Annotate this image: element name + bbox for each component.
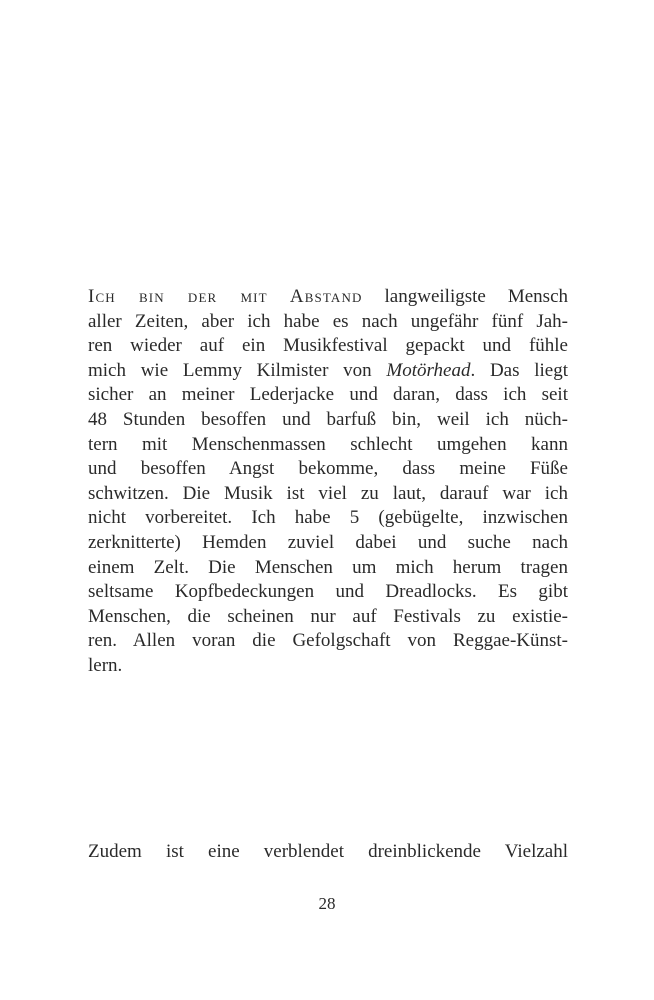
line-text: mich wie Lemmy Kilmister von (88, 359, 387, 381)
paragraph-line: schwitzen. Die Musik ist viel zu laut, darauf war ich (88, 482, 568, 504)
paragraph-line: Menschen, die scheinen nur auf Festivals zu existie- (88, 605, 568, 627)
paragraph-line (88, 285, 568, 310)
line-text: . Das liegt (470, 359, 568, 381)
paragraph-line (88, 359, 568, 384)
paragraph-line: sicher an meiner Lederjacke und daran, dass ich seit (88, 384, 568, 406)
paragraph-line: aller Zeiten, aber ich habe es nach ungefähr fünf Jah- (88, 310, 568, 332)
paragraph-line: 48 Stunden besoffen und barfuß bin, weil ich nüch- (88, 408, 568, 430)
paragraph-line: nicht vorbereitet. Ich habe 5 (gebügelte, inzwischen (88, 507, 568, 529)
paragraph-line: lern. (88, 654, 123, 676)
band-name-italic: Motörhead (386, 359, 471, 381)
main-paragraph (88, 285, 568, 679)
continuation-paragraph (88, 840, 568, 865)
paragraph-line: tern mit Menschenmassen schlecht umgehen kann (88, 433, 568, 455)
paragraph-line: Zudem ist eine verblendet dreinblickende Vielzahl (88, 841, 568, 862)
paragraph-line: einem Zelt. Die Menschen um mich herum tragen (88, 556, 568, 578)
paragraph-line: seltsame Kopfbedeckungen und Dreadlocks. Es gibt (88, 581, 568, 603)
paragraph-line: und besoffen Angst bekomme, dass meine Füße (88, 458, 568, 480)
paragraph-line: ren. Allen voran die Gefolgschaft von Reggae-Künst- (88, 630, 568, 652)
line-text: langweiligste Mensch (362, 286, 568, 307)
page-number: 28 (318, 894, 336, 913)
paragraph-line: zerknitterte) Hemden zuviel dabei und suche nach (88, 531, 568, 553)
opening-smallcaps: Ich bin der mit Abstand (88, 286, 363, 307)
paragraph-line: ren wieder auf ein Musikfestival gepackt und fühle (88, 335, 568, 357)
